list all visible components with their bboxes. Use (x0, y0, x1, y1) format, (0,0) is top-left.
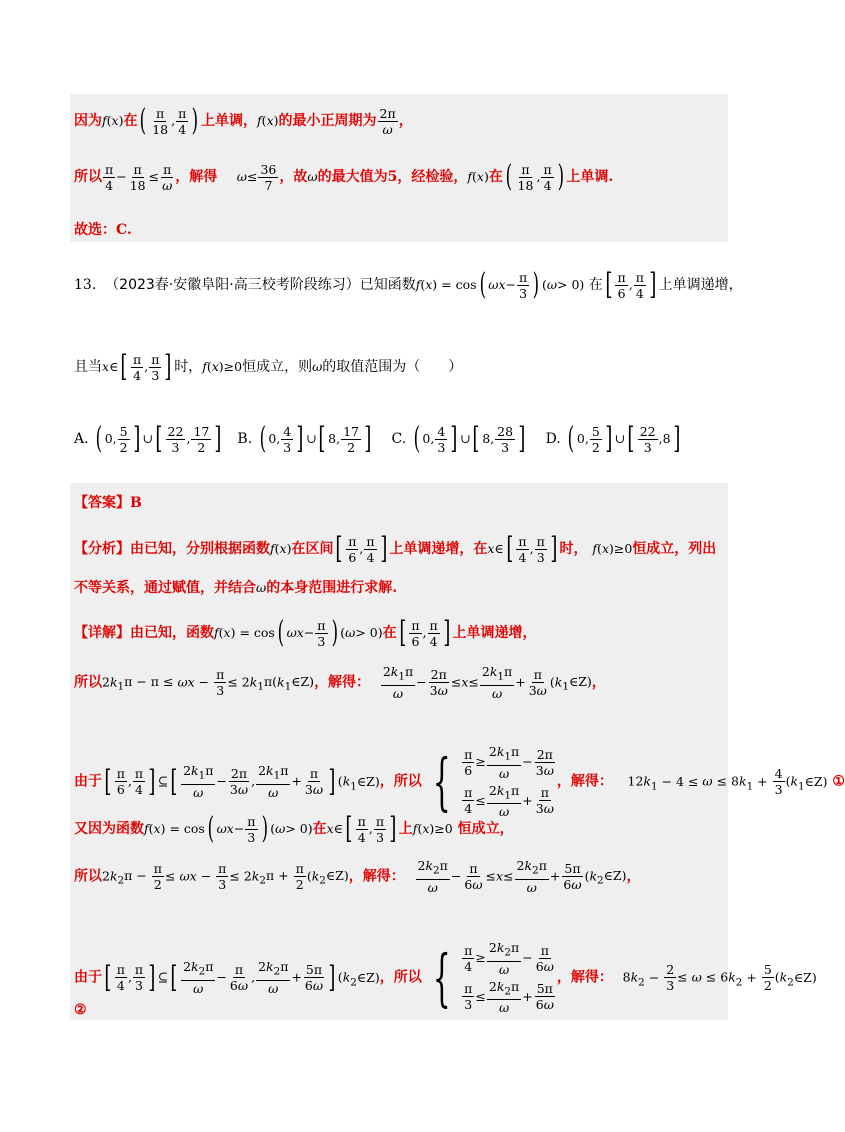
sol12-line2: 所以 $\frac{\pi}{4}$ − $\frac{\pi}{18}$ ≤ $\frac{\pi}{\omega}$ ，解得 ω≤ $\frac{36}{7}$ ，故ω的最大值为5，经检验，f(x)在( $\frac{\pi}{18}$ , $\frac{\pi}{4}$ ) 上单调. (74, 159, 614, 194)
detail-line2: 所以$2k_1\pi - \pi \le \omega x$ − $\frac{\pi}{3}$ ≤ $2k_1\pi(k_1\in Z)$，解得： $\frac{2k_1\pi}{\omega}$ − $\frac{2\pi}{3\omega}$ ≤x≤ $\frac{2k_1\pi}{\omega}$ + $\frac{\pi}{3\omega}$ $(k_1\in Z)$， (74, 664, 606, 701)
option-a[interactable]: A. ( 0, $\frac{5}{2}$ ] ∪[ $\frac{22}{3}$ , $\frac{17}{2}$ ] (74, 421, 222, 456)
q13-options (74, 422, 682, 456)
sol12-line3: 故选：C. (74, 222, 132, 238)
option-c[interactable]: C. ( 0, $\frac{4}{3}$ ] ∪[ 8, $\frac{28}{3}$ ] (391, 421, 526, 456)
detail-line1: 【详解】由已知，函数f(x) = cos( ωx− $\frac{\pi}{3}$ ) (ω> 0)在[ $\frac{\pi}{6}$ , $\frac{\pi}{4}$ ] 上单调递增， (74, 615, 537, 650)
analysis-line1: 【分析】由已知，分别根据函数f(x)在区间[ $\frac{\pi}{6}$ , $\frac{\pi}{4}$ ] 上单调递增，在x∈[ $\frac{\pi}{4}$ , $\frac{\pi}{3}$ ] 时， f(x)≥0恒成立，列出 (74, 531, 717, 566)
detail-line4: 又因为函数f(x) = cos( ωx− $\frac{\pi}{3}$ ) (ω> 0)在x∈[ $\frac{\pi}{4}$ , $\frac{\pi}{3}$ ] 上f(x)≥0 恒成立， (74, 811, 514, 846)
q13-line2: 且当x∈[ $\frac{\pi}{4}$ , $\frac{\pi}{3}$ ] 时，f(x)≥0恒成立，则ω的取值范围为（ ） (74, 349, 463, 384)
q13-line1: 13. （2023春·安徽阜阳·高三校考阶段练习）已知函数f(x) = cos( ωx− $\frac{\pi}{3}$ ) (ω> 0) 在[ $\frac{\pi}{6}$ , $\frac{\pi}{4}$ ] 上单调递增， (74, 267, 743, 302)
detail-line3: 由于[ $\frac{\pi}{6}$ , $\frac{\pi}{4}$ ] ⊆[ $\frac{2k_1\pi}{\omega}$ − $\frac{2\pi}{3\omega}$ , $\frac{2k_1\pi}{\omega}$ + $\frac{\pi}{3\omega}$ ] $(k_1\in Z)$，所以 { $\frac{\pi}{6}$ ≥ $\frac{2k_1\pi}{\omega}$ − $\frac{2\pi}{3\omega}$ $\frac{\pi}{4}$ ≤ $\frac{2k_1\pi}{\omega}$ + $\frac{\pi}{3\omega}$ ，解得： $12k_1 - 4 \le \omega \le 8k_1$ + $\frac{4}{3}$ $(k_1\in Z)$ ① (74, 744, 845, 819)
detail-line5: 所以$2k_2\pi$ − $\frac{\pi}{2}$ ≤ ωx − $\frac{\pi}{3}$ ≤ $2k_2\pi$ + $\frac{\pi}{2}$ $(k_2\in Z)$，解得： $\frac{2k_2\pi}{\omega}$ − $\frac{\pi}{6\omega}$ ≤x≤ $\frac{2k_2\pi}{\omega}$ + $\frac{5\pi}{6\omega}$ $(k_2\in Z)$， (74, 858, 641, 895)
sol12-line1: 因为f(x)在( $\frac{\pi}{18}$ , $\frac{\pi}{4}$ ) 上单调，f(x)的最小正周期为 $\frac{2\pi}{\omega}$ ， (74, 103, 413, 138)
option-d[interactable]: D. ( 0, $\frac{5}{2}$ ] ∪[ $\frac{22}{3}$ ,8] (545, 421, 680, 456)
analysis-line2: 不等关系，通过赋值，并结合ω的本身范围进行求解. (74, 580, 398, 596)
answer-label: 【答案】B (74, 495, 142, 511)
detail-line6: 由于[ $\frac{\pi}{4}$ , $\frac{\pi}{3}$ ] ⊆[ $\frac{2k_2\pi}{\omega}$ − $\frac{\pi}{6\omega}$ , $\frac{2k_2\pi}{\omega}$ + $\frac{5\pi}{6\omega}$ ] $(k_2\in Z)$，所以 { $\frac{\pi}{4}$ ≥ $\frac{2k_2\pi}{\omega}$ − $\frac{\pi}{6\omega}$ $\frac{\pi}{3}$ ≤ $\frac{2k_2\pi}{\omega}$ + $\frac{5\pi}{6\omega}$ ，解得： $8k_2$ − $\frac{2}{3}$ ≤ $\omega \le 6k_2$ + $\frac{5}{2}$ $(k_2\in Z)$ (74, 940, 817, 1015)
option-b[interactable]: B. ( 0, $\frac{4}{3}$ ] ∪[ 8, $\frac{17}{2}$ ] (237, 421, 372, 456)
circle-two: ② (74, 1002, 87, 1018)
